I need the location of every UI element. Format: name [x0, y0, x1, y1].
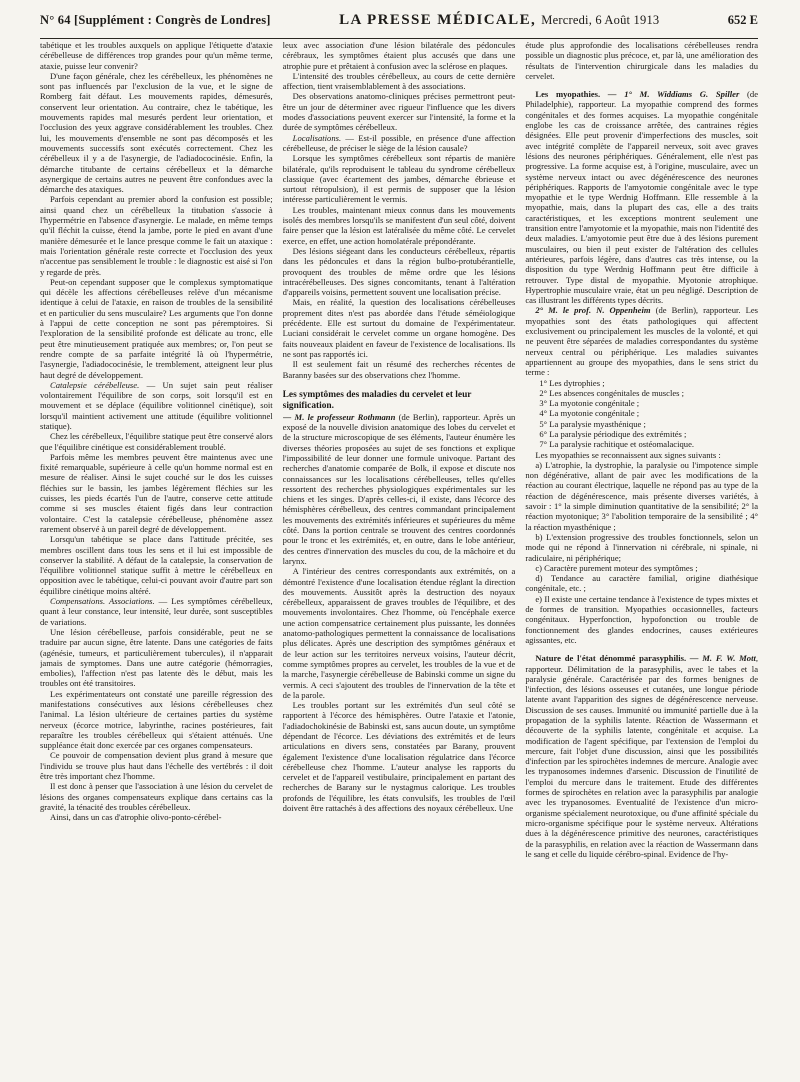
section-paragraph — [525, 653, 758, 859]
paragraph — [40, 380, 273, 431]
paragraph — [40, 596, 273, 627]
column-3 — [525, 40, 758, 1074]
paragraph: Parfois cependant au premier abord la confusion est possible; ainsi quand chez un cérébelleux la titubation s'associe à l'hypermétrie en l'absence d'asynergie. Le malade, en même temps qu'il fléchit la cuisse, étend la jambe, porte le pied en avant d'une manière démesurée et le lance presque comme le fait un ataxique : mais l'orientation générale reste correcte et l'occlusion des yeux n'accentue pas sensiblement le trouble : le diagnostic est aisé si l'on y regarde de près. — [40, 194, 273, 277]
subheading: Compensations. Associations. — [50, 596, 155, 607]
paragraph: b) L'extension progressive des troubles fonctionnels, selon un mode qui ne répond à l'innervation ni cérébrale, ni spinale, ni radiculaire, ni périphérique; — [525, 531, 759, 563]
paragraph-text: (de Philadelphie), rapporteur. La myopathie comprend des formes congénitales et des formes acquises. La myopathie congénitale englobe les cas de croissance arrêtée, des cantraines régies désignées. Elle peut provenir d'imperfections des muscles, soit avec intégrité complète de l'appareil nerveux, soit avec graves lésions des neurones périphériques. Généralement, elle n'est pas progressive. La forme acquise est, à l'origine, musculaire, avec un système nerveux intact ou avec dégénérescence des neurones périphériques. Rapports de l'amyotomie congénitale avec le type myopathie et le type Werdnig Hoffmann. Elle ressemble à la myopathie, mais, dans la plupart des cas, elle a des traits caractéristiques, et les exceptions montrent seulement une transition entre l'amyotomie et la myopathie, mais non l'identité des deux maladies. L'amyotomie peut être due à des lésions purement musculaires, ou bien il peut exister de l'altération des cellules antérieures, parfois légère, dans d'autres cas très intense, ou la disposition du type Werdnig Hoffmann peut être difficile à retrouver. Type distal de myopathie. Myotonie atrophique. Hypertrophie musculaire vraie, état un peu négligé. Description de cas illustrant les différents types décrits. — [525, 89, 759, 306]
paragraph: Il est seulement fait un résumé des recherches récentes de Baranny basées sur des observations chez l'homme. — [282, 359, 516, 380]
paragraph — [525, 305, 758, 377]
subheading: Localisations. — [292, 132, 342, 143]
paragraph-text: — Un sujet sain peut réaliser volontairement l'équilibre de son corps, soit lorsqu'il est en mouvement et se déplace (équilibre volitionnel cinétique), soit lorsqu'il maintient activement une attitude (équilibre volitionnel statique). — [40, 379, 273, 431]
page-number: 652 E — [727, 13, 758, 27]
paragraph: Des lésions siégeant dans les conducteurs cérébelleux, répartis dans les pédoncules et dans la région bulbo-protubérantielle, provoquent des troubles de même ordre que les lésions intracérébelleuses. Des signes concomitants, tenant à l'altération d'appareils voisins, permettent souvent une localisation précise. — [282, 245, 516, 298]
list-item: 5° La paralysie myasthénique ; — [539, 418, 646, 429]
paragraph: Il est donc à penser que l'association à une lésion du cervelet de lésions des organes compensateurs explique dans certains cas la gravité, la ténacité des troubles cérébelleux. — [40, 781, 273, 812]
paragraph: c) Caractère purement moteur des symptômes ; — [535, 562, 698, 573]
page-header — [40, 12, 758, 39]
paragraph-text: (de Berlin), rapporteur. Les myopathies sont des états pathologiques qui affectent exclusivement ou principalement les muscles de la volonté, et qui ne peuvent être séparées de maladies correspondantes du système nerveux central ou périphérique. Les maladies suivantes appartiennent au groupe des myopathies, dans le sens strict du terme : — [525, 305, 759, 378]
column-2 — [283, 40, 516, 1074]
paragraph: Les myopathies se reconnaissent aux signes suivants : — [535, 449, 721, 460]
paragraph-text: — Est-il possible, en présence d'une affection cérébelleuse, de préciser le siège de la lésion causale? — [282, 132, 516, 153]
section-paragraph — [283, 390, 516, 566]
section-paragraph — [525, 89, 758, 305]
paragraph: Lorsque les symptômes cérébelleux sont répartis de manière bilatérale, qu'ils reproduisent le tableau du syndrome cérébelleux classique (avec écartement des jambes, démarche ébrieuse et surtout rétropulsion), il est permis de supposer que la lésion intéresse particulièrement le vermis. — [282, 153, 516, 205]
paragraph: d) Tendance au caractère familial, origine diathésique congénitale, etc. ; — [525, 573, 759, 594]
paragraph: a) L'atrophie, la dystrophie, la paralysie ou l'impotence simple non dégénérative, allant de pair avec les modifications de la réaction au courant électrique, laquelle ne répond pas au type de la réaction de dégénérescence, mais présente diverses variétés, à savoir : 1° la simple diminution quantitative de la sensibilité; 2° la réaction myotonique; 3° l'abolition temporaire de la sensibilité ; 4° la réaction myasthénique ; — [525, 459, 759, 532]
paragraph-text: — Les symptômes cérébelleux, quant à leur constance, leur intensité, leur durée, sont susceptibles de variations. — [40, 596, 273, 627]
issue-date: Mercredi, 6 Août 1913 — [541, 13, 660, 27]
paragraph: D'une façon générale, chez les cérébelleux, les phénomènes ne sont pas influencés par l'exclusion de la vue, et le signe de Romberg fait défaut. Les mouvements rapides, démesurés, conservent leur orientation. Au contraire, chez le tabétique, les mouvements rapides mal mesurés perdent leur orientation, et l'occlusion des yeux aggrave considérablement les troubles. Chez lui, les mouvements d'ensemble ne sont pas décomposés et les mouvements successifs sont exécutés correctement. Chez les cérébelleux il y a de l'asynergie, de l'adiadococinésie. Enfin, la démarche titubante de certains cérébelleux et la démarche asynergique de certains autres ne peuvent être confondues avec la démarche des ataxiques. — [40, 70, 273, 195]
list-item: 7° La paralysie rachitique et ostéomalacique. — [539, 439, 695, 450]
paragraph: Lorsqu'un tabétique se place dans l'attitude précitée, ses membres oscillent dans tous les sens et il lui est impossible de conserver la stabilité. A défaut de la catalepsie, la conservation de l'équilibre volitionnel statique suffit à mettre le cérébelleux en opposition avec le tabétique, celui-ci pouvant avoir d'autre part son équilibre cinétique moins altéré. — [40, 534, 273, 596]
paragraph: Les troubles portant sur les extrémités d'un seul côté se rapportent à l'écorce des hémisphères. Outre l'ataxie et l'atonie, l'adiadochokinésie de Babinski est, sans aucun doute, un symptôme dépendant de l'écorce. Les déviations des extrémités et de leurs articulations en divers sens, constatées par Barany, prouvent également l'existence d'une localisation régulatrice dans l'écorce cérébelleuse chez l'homme. L'auteur analyse les rapports du cervelet et de l'appareil vestibulaire, principalement en partant des recherches de Barany sur le nystagmus calorique. Les troubles profonds de l'équilibre, les états convulsifs, les troubles de l'œil doivent être rattachés à des affections des noyaux cérébelleux. Une — [282, 700, 516, 814]
section-title: Les myopathies. — [535, 89, 601, 100]
paragraph: Parfois même les membres peuvent être maintenus avec une fixité remarquable, supérieure à celle qu'un homme normal est en mesure de réaliser. Ainsi le sujet couché sur le dos les cuisses fléchies sur le bassin, les jambes légèrement fléchies sur les cuisses, les pieds écartés l'un de l'autre, conserve cette attitude comme si ses muscles étaient figés dans leur contraction volontaire. C'est la catalepsie cérébelleuse, phénomène assez rarement observé à un pareil degré de développement. — [40, 451, 273, 534]
text-columns — [40, 40, 758, 1074]
paragraph: leux avec association d'une lésion bilatérale des pédoncules cérébraux, les symptômes étaient plus accusés que dans une atrophie pure et prêtaient à confusion avec la sclérose en plaques. — [282, 40, 516, 71]
section-author: — M. le professeur Rothmann — [282, 411, 396, 422]
list-item: 3° La myotonie congénitale ; — [539, 398, 640, 409]
paragraph: Les expérimentateurs ont constaté une pareille régression des manifestations consécutives aux lésions cérébelleuses chez l'animal. La lésion ultérieure de certaines parties du système nerveux (écorce motrice, labyrinthe, racines postérieures, fait reparaître les troubles cérébelleux qui s'étaient atténués. Une suppléance était donc exercée par ces organes compensateurs. — [40, 688, 273, 751]
paragraph: e) Il existe une certaine tendance à l'existence de types mixtes et de formes de transition. Myopathies occasionnelles, facteurs congénitaux. Hyperfonction, hypofonction ou trouble de fonctionnement des glandes endocrines, causes extérieures agissantes, etc. — [525, 593, 759, 645]
section-title: Nature de l'état dénommé parasyphilis. — [535, 653, 687, 664]
section-author: — M. F. W. Mott — [686, 653, 756, 664]
paragraph: Chez les cérébelleux, l'équilibre statique peut être conservé alors que l'équilibre cinétique est considérablement troublé. — [40, 431, 273, 452]
paragraph — [283, 133, 516, 154]
list-item: 2° Les absences congénitales de muscles ; — [539, 387, 685, 398]
subheading: Catalepsie cérébelleuse. — [50, 379, 140, 390]
section-title: Les symptômes des maladies du cervelet et leur signification. — [282, 389, 472, 411]
paragraph: L'intensité des troubles cérébelleux, au cours de cette dernière affection, tient vraisemblablement à des associations. — [282, 70, 516, 92]
paragraph: Une lésion cérébelleuse, parfois considérable, peut ne se traduire par aucun signe, être latente. Dans une catégories de faits (agénésie, tumeurs, et particulièrement tubercules), il n'apparait jamais de symptomes. Dans une autre catégorie (hémorragies, embolies), l'affection n'est pas latente dès le début, mais les troubles ont été transitoires. — [40, 626, 273, 689]
paragraph: Ce pouvoir de compensation devient plus grand à mesure que l'individu se trouve plus haut dans l'échelle des vertébrés : il doit être très important chez l'homme. — [40, 750, 273, 782]
list-item: 6° La paralysie périodique des extrémités ; — [539, 428, 687, 439]
journal-title: LA PRESSE MÉDICALE, — [339, 12, 537, 28]
paragraph-text: , rapporteur. Délimitation de la parasyphilis, avec le tabes et la paralysie générale. Caractérisée par des formes benignes de l'infection, des lésions osseuses et cutanées, une longue période latente avant l'apparition des signes de dégénérescence nerveuse. Discussion de ses causes. Immunité ou immunité partielle due à la propagation de la syphilis latente. Réaction de Wassermann et découverte de la syphilis latente, congénitale et acquise. La modification de l'agent spécifique, par l'extension de l'emploi du mercure, fait l'objet d'une discussion, ainsi que les possibilités d'infection par les spirochètes indemnes de mercure. Analogie avec les trypanosomes indemnes d'arsenic. Discussion de l'inutilité de l'emploi du mercure dans le traitement. Etude des différentes formes de spirochètes en relation avec la parasyphilis par analogie avec les trypanosomes. Eventualité de l'existence d'un micro-organisme spécialement neurotoxique, ou d'une affinité spéciale du micro-organisme spécifique pour le système nerveux. Altérations dues à la dégénérescence primitive des neurones, caractéristiques de la parasyphilis, en relation avec la réaction de Wassermann dans le sang et celle du liquide cérébro-spinal. Evidence de l'hy- — [525, 653, 759, 859]
list-item: 4° La myotonie congénitale ; — [539, 408, 640, 419]
paragraph: Peut-on cependant supposer que le complexus symptomatique qui décèle les affections cérébelleuses relève d'un mécanisme identique à celui de l'ataxie, en raison de troubles de la sensibilité et en particulier du sens musculaire? Les arguments que l'on donne à l'appui de cette conception ne sont pas péremptoires. Si l'exploration de la sensibilité profonde est délicate au tronc, elle peut être minutieusement pratiquée aux membres; or, l'on peut se rendre compte de sa parfaite intégrité là où l'hypermétrie, l'asynergie, l'adiadococinésie, le tremblement, atteignent leur plus haut degré de développement. — [40, 276, 273, 380]
paragraph: Ainsi, dans un cas d'atrophie olivo-ponto-cérébel- — [50, 812, 222, 823]
paragraph: Des observations anatomo-cliniques précises permettront peut-être un jour de déterminer avec rigueur l'influence que les divers modes d'associations peuvent exercer sur l'intensité, la forme et la durée de symptômes cérébelleux. — [282, 91, 516, 133]
section-author: — 1° M. Widdiams G. Spiller — [600, 89, 740, 100]
paragraph: tabétique et les troubles auxquels on applique l'étiquette d'ataxie cérébelleuse de différences trop grandes pour qu'un même terme, ataxie, puisse leur convenir? — [40, 40, 273, 71]
paragraph: Mais, en réalité, la question des localisations cérébelleuses proprement dites n'est pas abordée dans l'étude séméiologique précédente. Elle est surtout du domaine de l'expérimentateur. Luciani considérait le cervelet comme un organe homogène. Des faits nouveaux plaident en faveur de l'existence de localisations. Ils ne sont pas rapportés ici. — [282, 297, 516, 359]
paragraph: A l'intérieur des centres correspondants aux extrémités, on a démontré l'existence d'une localisation étendue réglant la direction des mouvements. Aussitôt après la destruction des noyaux cérébelleux, apparaissent de graves troubles de l'équilibre, et des mouvements involontaires. Chez l'homme, où l'encéphale exerce une action compensatrice certainement plus puissante, les données anatomo-pathologiques permettent la connaissance de localisations plus délicates. Après une description des symptômes généraux et de leur action sur les territoires nerveux voisins, l'auteur décrit, comme symptômes propres au cervelet, les troubles de la vue et de la marche, l'asynergie cérébelleuse de Babinski comme un signe du vermis. A ceci s'ajoutent des troubles de l'innervation de la tête et de la parole. — [282, 566, 516, 700]
column-1 — [40, 40, 273, 1074]
issue-label: N° 64 [Supplément : Congrès de Londres] — [40, 13, 271, 27]
paragraph-text: (de Berlin), rapporteur. Après un exposé de la nouvelle division anatomique des lobes du cervelet et de la structure microscopique de ses éléments, l'auteur énumère les diverses théories proposées au sujet de ses fonctions et explique l'impossibilité de leur donner une formule univoque. Partant des recherches d'anatomie comparée de Bolk, il expose et discute nos connaissances sur les localisations cérébelleuses, telles qu'elles ressortent des recherches physiologiques expérimentales sur les chiens et les singes. D'après celles-ci, il existe, dans l'écorce des hémisphères cérébelleux, des centres commandant principalement les mouvements des extrémités inférieures et supérieures du même côté. Dans la portion centrale se trouvent des centres coordonnés pour le tronc et les extrémités, et, en outre, dans le lobe antérieur, des centres d'innervation des muscles du cou, de la mâchoire et du larynx. — [282, 411, 516, 566]
journal-masthead — [339, 12, 659, 29]
paragraph: étude plus approfondie des localisations cérébelleuses rendra possible un diagnostic plus précoce, et, par là, une amélioration des résultats de l'intervention chirurgicale dans les maladies du cervelet. — [525, 40, 759, 81]
paragraph: Les troubles, maintenant mieux connus dans les mouvements isolés des membres lorsqu'ils se manifestent d'un seul côté, doivent faire penser que la lésion est latéralisée du même côté. Le cervelet exerce, en effet, une action homolatérale prépondérante. — [282, 204, 516, 246]
list-item: 1° Les dytrophies ; — [539, 377, 605, 388]
section-author: 2° M. le prof. N. Oppenheim — [535, 305, 651, 316]
